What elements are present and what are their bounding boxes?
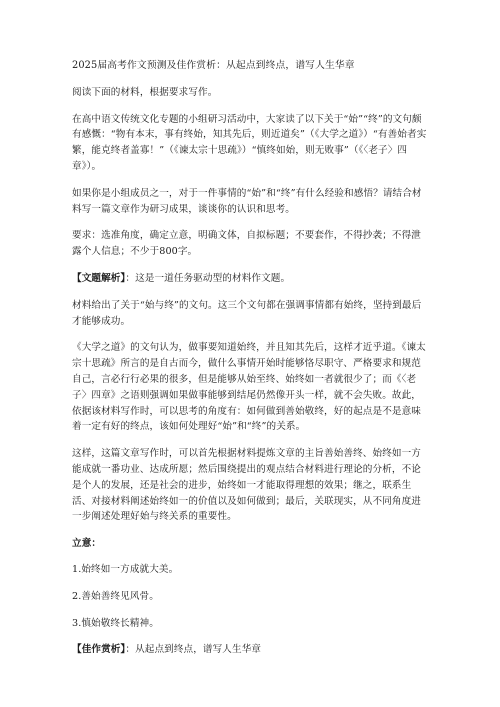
idea-item-2: 2.善始善终见风骨。 <box>72 590 159 602</box>
essay-heading <box>72 642 428 658</box>
ideas-heading: 立意： <box>72 538 102 550</box>
idea-item-1: 1.始终如一方成就大美。 <box>72 563 179 575</box>
analysis-label: 【文题解析】 <box>72 272 126 284</box>
instruction-paragraph: 阅读下面的材料，根据要求写作。 <box>72 86 218 98</box>
analysis-heading <box>72 271 428 287</box>
task-paragraph: 如果你是小组成员之一，对于一件事情的“始”和“终”有什么经验和感悟？请结合材料写一篇文章作为研习成果，谈谈你的认识和思考。 <box>72 187 422 215</box>
analysis-intro: ：这是一道任务驱动型的材料作文题。 <box>125 272 291 284</box>
document-title: 2025届高考作文预测及佳作赏析：从起点到终点，谱写人生华章 <box>72 60 355 71</box>
requirements-paragraph: 要求：选准角度，确定立意，明确文体，自拟标题；不要套作，不得抄袭；不得泄露个人信息；不少于800字。 <box>72 230 421 258</box>
analysis-paragraph-3: 这样，这篇文章写作时，可以首先根据材料提炼文章的主旨善始善终、始终如一方能成就一番功业、达成所愿；然后围绕提出的观点结合材料进行理论的分析，不论是个人的发展，还是社会的进步，始终如一才能取得理想的效果；继之，联系生活、对接材料阐述始终如一的价值以及如何做到；最后，关联现实，从不同角度进一步阐述处理好始与终关系的重要性。 <box>72 448 421 523</box>
analysis-paragraph-1: 材料给出了关于“始与终”的文句。这三个文句都在强调事情都有始终，坚持到最后才能够成功。 <box>72 299 422 327</box>
analysis-paragraph-2: 《大学之道》的文句认为，做事要知道始终，并且知其先后，这样才近乎道。《谏太宗十思疏》所言的是自古而今，做什么事情开始时能够恪尽职守、严格要求和规范自己，言必行行必果的很多，但是能够从始至终、始终如一者就很少了；而《〈老子〉四章》之语则强调如果做事能够到结尾仍然像开头一样，就不会失败。故此，依据该材料写作时，可以思考的角度有：如何做到善始敬终，好的起点是不是意味着一定有好的终点，该如何处理好“始”和“终”的关系。 <box>72 342 426 433</box>
essay-label: 【佳作赏析】 <box>72 644 126 656</box>
idea-item-3: 3.慎始敬终长精神。 <box>72 617 159 629</box>
essay-title: ：从起点到终点，谱写人生华章 <box>125 644 262 656</box>
material-paragraph: 在高中语文传统文化专题的小组研习活动中，大家读了以下关于“始”“终”的文句颇有感慨：“物有本末，事有终始，知其先后，则近道矣”（《大学之道》）“有善始者实繁，能克终者盖寡！”（《谏太宗十思疏》）“慎终如始，则无败事”（《〈老子〉四章》）。 <box>72 113 427 172</box>
